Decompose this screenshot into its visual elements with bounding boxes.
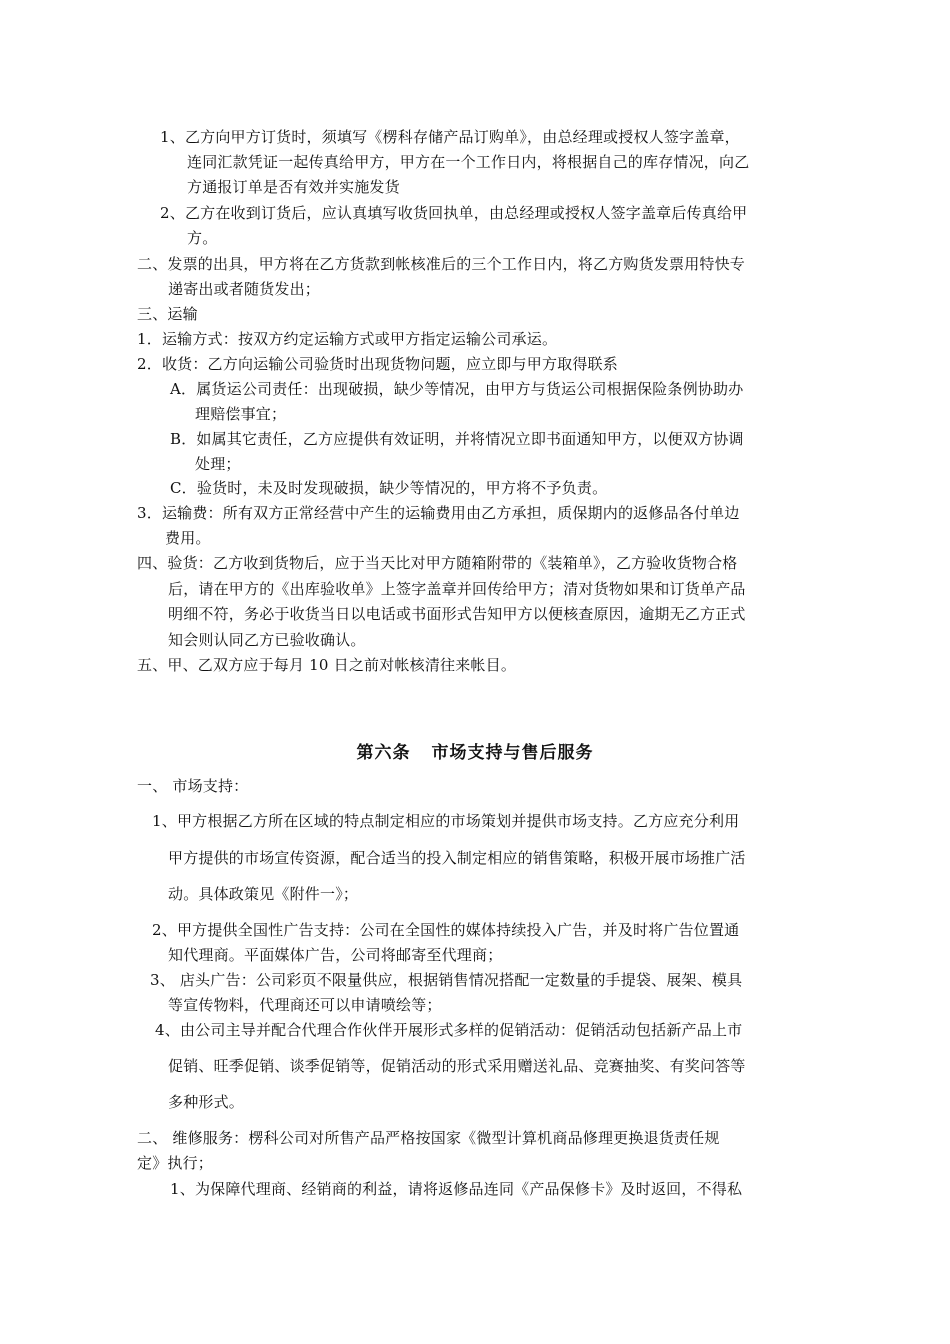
text-line: 五、甲、乙双方应于每月 10 日之前对帐核清往来帐目。 bbox=[137, 656, 517, 674]
text-line: A．属货运公司责任：出现破损，缺少等情况，由甲方与货运公司根据保险条例协助办 bbox=[170, 380, 744, 398]
text-line: 2、甲方提供全国性广告支持：公司在全国性的媒体持续投入广告，并及时将广告位置通 bbox=[152, 921, 740, 939]
text-line: 知代理商。平面媒体广告，公司将邮寄至代理商； bbox=[168, 946, 503, 964]
text-line: 二、发票的出具，甲方将在乙方货款到帐核准后的三个工作日内，将乙方购货发票用特快专 bbox=[137, 255, 746, 273]
text-line: 甲方提供的市场宣传资源，配合适当的投入制定相应的销售策略，积极开展市场推广活 bbox=[168, 849, 746, 867]
text-line: 后，请在甲方的《出库验收单》上签字盖章并回传给甲方；清对货物如果和订货单产品 bbox=[168, 580, 746, 598]
text-line: 2、乙方在收到订货后，应认真填写收货回执单，由总经理或授权人签字盖章后传真给甲 bbox=[160, 204, 748, 222]
text-line: 方通报订单是否有效并实施发货 bbox=[187, 178, 400, 196]
text-line: B．如属其它责任，乙方应提供有效证明，并将情况立即书面通知甲方，以便双方协调 bbox=[170, 430, 744, 448]
text-line: 理赔偿事宜； bbox=[195, 405, 287, 423]
text-line: 一、 市场支持： bbox=[137, 777, 249, 795]
text-line: 2．收货：乙方向运输公司验货时出现货物问题，应立即与甲方取得联系 bbox=[137, 355, 618, 373]
text-line: 知会则认同乙方已验收确认。 bbox=[168, 631, 366, 649]
text-line: C．验货时，未及时发现破损，缺少等情况的，甲方将不予负责。 bbox=[170, 479, 608, 497]
text-line: 二、 维修服务：楞科公司对所售产品严格按国家《微型计算机商品修理更换退货责任规 bbox=[137, 1129, 720, 1147]
section-title: 第六条 市场支持与售后服务 bbox=[356, 743, 594, 763]
text-line: 处理； bbox=[195, 455, 241, 473]
text-line: 费用。 bbox=[165, 529, 211, 547]
text-line: 三、运输 bbox=[137, 305, 198, 323]
text-line: 3．运输费：所有双方正常经营中产生的运输费用由乙方承担，质保期内的返修品各付单边 bbox=[137, 504, 740, 522]
text-line: 1．运输方式：按双方约定运输方式或甲方指定运输公司承运。 bbox=[137, 330, 558, 348]
text-line: 明细不符，务必于收货当日以电话或书面形式告知甲方以便核查原因，逾期无乙方正式 bbox=[168, 605, 746, 623]
text-line: 1、甲方根据乙方所在区域的特点制定相应的市场策划并提供市场支持。乙方应充分利用 bbox=[152, 812, 740, 830]
text-line: 等宣传物料，代理商还可以申请喷绘等； bbox=[168, 996, 442, 1014]
text-line: 促销、旺季促销、谈季促销等，促销活动的形式采用赠送礼品、竞赛抽奖、有奖问答等 bbox=[168, 1057, 746, 1075]
text-line: 1、乙方向甲方订货时，须填写《楞科存储产品订购单》，由总经理或授权人签字盖章， bbox=[160, 128, 740, 146]
text-line: 四、验货：乙方收到货物后，应于当天比对甲方随箱附带的《装箱单》，乙方验收货物合格 bbox=[137, 554, 738, 572]
text-line: 3、 店头广告：公司彩页不限量供应，根据销售情况搭配一定数量的手提袋、展架、模具 bbox=[150, 971, 743, 989]
text-line: 定》执行； bbox=[137, 1154, 214, 1172]
text-line: 1、为保障代理商、经销商的利益，请将返修品连同《产品保修卡》及时返回，不得私 bbox=[170, 1180, 743, 1198]
text-line: 递寄出或者随货发出； bbox=[168, 280, 321, 298]
text-line: 连同汇款凭证一起传真给甲方，甲方在一个工作日内，将根据自己的库存情况，向乙 bbox=[187, 153, 750, 171]
text-line: 方。 bbox=[187, 229, 218, 247]
text-line: 多种形式。 bbox=[168, 1093, 245, 1111]
text-line: 动。具体政策见《附件一》； bbox=[168, 885, 359, 903]
text-line: 4、由公司主导并配合代理合作伙伴开展形式多样的促销活动：促销活动包括新产品上市 bbox=[155, 1021, 743, 1039]
